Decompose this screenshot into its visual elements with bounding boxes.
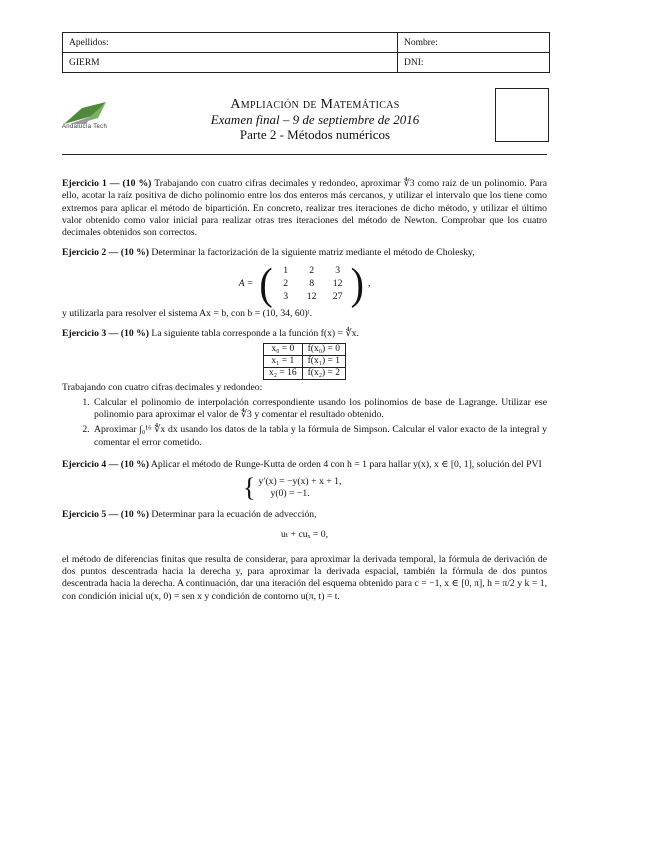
apellidos-field: Apellidos: — [63, 33, 398, 53]
matrix-a — [62, 258, 547, 308]
exercise-weight: (10 %) — [120, 328, 149, 340]
list-item: 1. Calcular el polinomio de interpolación correspondiente usando los polinomios de base de Lagrange. Utilizar ese polinomio para aproximar el valor de ∜3 y comentar el resultado obtenido. — [92, 397, 547, 422]
list-item: 2. Aproximar ∫₀¹⁶ ∜x dx usando los datos de la tabla y la fórmula de Simpson. Calcular el valor exacto de la integral y comentar el error cometido. — [92, 424, 547, 449]
exercise-3 — [62, 328, 547, 449]
exam-title — [150, 97, 480, 142]
exercise-items — [62, 397, 547, 449]
ode-system — [243, 475, 547, 501]
exam-content — [62, 178, 547, 611]
header-rule — [62, 154, 547, 155]
matrix-lhs: A = — [238, 277, 254, 289]
exercise-weight: (10 %) — [120, 458, 149, 470]
matrix-trail: , — [367, 277, 371, 289]
exercise-2 — [62, 247, 547, 320]
matrix-cell: 3 — [335, 265, 341, 277]
matrix-cell: 2 — [283, 278, 289, 290]
matrix-cell: 1 — [283, 265, 289, 277]
exercise-text: Trabajando con cuatro cifras decimales y redondeo, aproximar ∜3 como raíz de un polinomio. Para ello, acotar la raíz positiva de dicho polinomio entre los dos enteros más cercanos, y utilizar el intervalo que los tiene como extremos para aplicar el método de bipartición. En concreto, realizar tres iteraciones de dicho método, y utilizar el último valor obtenido como valor inicial para realizar otras tres iteraciones del método de Newton. Comprobar que los cuatro decimales obtenidos son correctos. — [62, 178, 548, 239]
exercise-label: Ejercicio 2 — — [62, 247, 119, 259]
table-row — [263, 356, 345, 368]
matrix-cell: 12 — [306, 291, 317, 303]
table-cell: f(x₂) = 2 — [302, 368, 345, 380]
table-row — [263, 368, 345, 380]
score-box — [495, 88, 549, 142]
exercise-weight: (10 %) — [122, 178, 152, 189]
matrix-cell: 3 — [283, 291, 289, 303]
dni-field: DNI: — [398, 53, 550, 73]
exercise-after: el método de diferencias finitas que resulta de considerar, para aproximar la derivada temporal, la fórmula de derivación de dos puntos descentrada hacia la derecha y, para aproximar la derivada espacial, también la fórmula de dos puntos descentrada hacia la derecha. A continuación, dar una iteración del esquema obtenido para c = −1, x ∈ [0, π], h = π/2 y k = 1, con condición inicial u(x, 0) = sen x y condición de contorno u(π, t) = t. — [62, 553, 547, 602]
ode-initial: y(0) = −1. — [270, 488, 310, 500]
matrix-cell: 12 — [332, 278, 343, 290]
logo-text: Andalucía Tech — [62, 124, 108, 130]
exercise-weight: (10 %) — [120, 247, 149, 259]
course-title: Ampliación de Matemáticas — [230, 97, 400, 112]
exercise-label: Ejercicio 1 — — [62, 178, 120, 189]
table-cell: x₀ = 0 — [263, 344, 302, 356]
matrix-cell: 2 — [309, 265, 315, 277]
exercise-label: Ejercicio 5 — — [62, 509, 119, 521]
exercise-1 — [62, 178, 547, 239]
table-cell: x₂ = 16 — [263, 368, 302, 380]
table-row — [263, 344, 345, 356]
andalucia-tech-logo-icon — [62, 98, 140, 138]
table-cell: x₁ = 1 — [263, 356, 302, 368]
exam-date: Examen final – 9 de septiembre de 2016 — [210, 112, 420, 127]
exam-part: Parte 2 - Métodos numéricos — [239, 127, 391, 142]
nombre-field: Nombre: — [398, 33, 550, 53]
right-paren: ) — [350, 258, 364, 308]
exercise-weight: (10 %) — [120, 509, 149, 521]
exercise-label: Ejercicio 4 — — [62, 458, 119, 470]
exercise-4 — [62, 459, 547, 501]
left-paren: ( — [259, 258, 273, 308]
exercise-5 — [62, 509, 547, 603]
exercise-text: Determinar la factorización de la siguiente matriz mediante el método de Cholesky, — [151, 247, 475, 259]
ode-equation: y′(x) = −y(x) + x + 1, — [258, 475, 342, 487]
student-info-table — [62, 32, 550, 73]
matrix-cell: 27 — [332, 291, 343, 303]
grado-field: GIERM — [63, 53, 398, 73]
matrix-cell: 8 — [309, 278, 315, 290]
matrix-grid — [273, 264, 351, 303]
exercise-text: Determinar para la ecuación de advección, — [151, 509, 317, 521]
exercise-text: La siguiente tabla corresponde a la función f(x) = ∜x. — [151, 328, 359, 340]
values-table — [263, 343, 346, 380]
exercise-text: Aplicar el método de Runge-Kutta de orden 4 con h = 1 para hallar y(x), x ∈ [0, 1], solución del PVI — [150, 458, 542, 470]
table-cell: f(x₀) = 0 — [302, 344, 345, 356]
exercise-label: Ejercicio 3 — — [62, 328, 119, 340]
exercise-intro: Trabajando con cuatro cifras decimales y redondeo: — [62, 382, 263, 394]
brace-icon: { — [243, 473, 256, 503]
table-cell: f(x₁) = 1 — [302, 356, 345, 368]
exercise-after: y utilizarla para resolver el sistema Ax = b, con b = (10, 34, 60)ᵗ. — [62, 307, 313, 319]
advection-equation: uₜ + cuₓ = 0, — [280, 529, 329, 541]
